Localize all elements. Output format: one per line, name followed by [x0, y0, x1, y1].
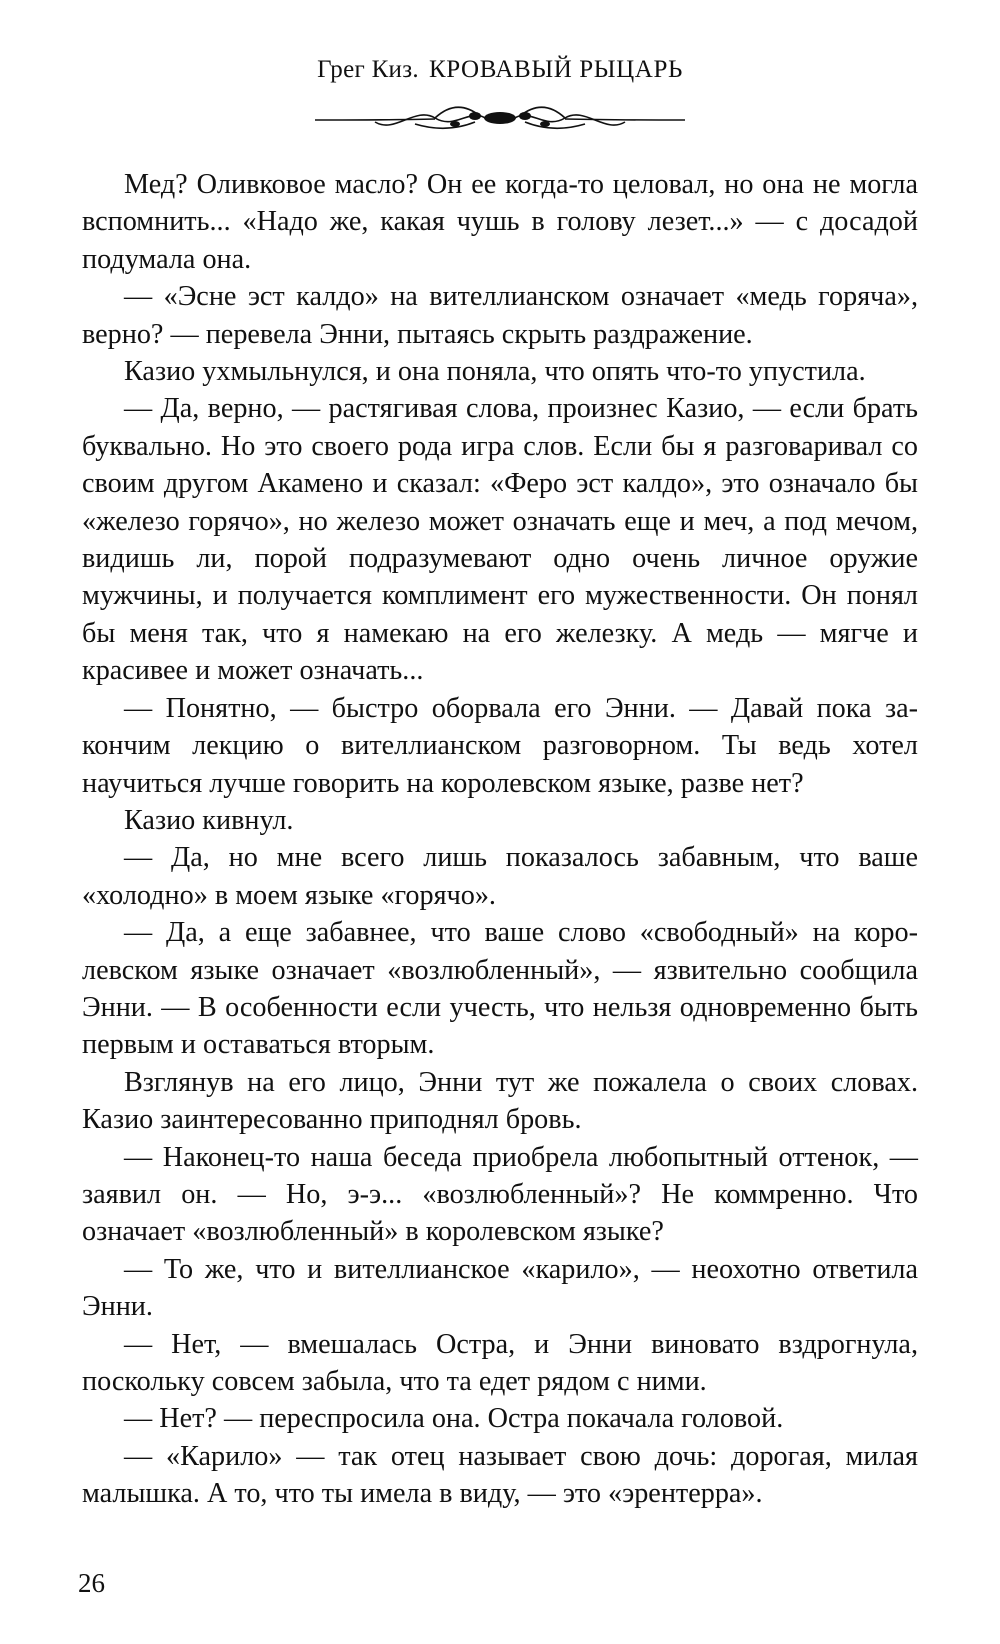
paragraph: — Да, но мне всего лишь показалось забавным, что ваше «холодно» в моем языке «горячо». [82, 842, 918, 911]
paragraph: Казио ухмыльнулся, и она поняла, что опять что-то упустила. [124, 356, 866, 388]
paragraph: — Понятно, — быстро оборвала его Энни. — Давай пока закончим лекцию о вителлианском разговорном. Ты ведь хотел научиться лучше говорить на королевском языке, разве нет? [82, 692, 918, 799]
page-number: 26 [78, 1568, 105, 1598]
paragraph: Казио кивнул. [124, 804, 294, 836]
paragraph: Мед? Оливковое масло? Он ее когда-то целовал, но она не могла вспомнить... «Надо же, какая чушь в голову лезет...» — с досадой подумала она. [82, 169, 918, 275]
paragraph: — «Карило» — так отец называет свою дочь: дорогая, милая малышка. А то, что ты имела в виду, — это «эрентерра». [82, 1440, 918, 1510]
paragraph: Взглянув на его лицо, Энни тут же пожалела о своих словах. Казио заинтересованно приподнял бровь. [82, 1066, 918, 1136]
header-book-title: КРОВАВЫЙ РЫЦАРЬ [428, 56, 683, 83]
paragraph: — То же, что и вителлианское «карило», — неохотно ответила Энни. [82, 1253, 918, 1323]
paragraph: — «Эсне эст калдо» на вителлианском означает «медь горяча», верно? — перевела Энни, пытаясь скрыть раздражение. [82, 281, 918, 350]
running-head [0, 56, 1000, 84]
body-text [82, 166, 918, 1513]
paragraph: — Нет, — вмешалась Остра, и Энни виновато вздрогнула, поскольку совсем забыла, что та едет рядом с ними. [82, 1328, 918, 1397]
paragraph: — Наконец-то наша беседа приобрела любопытный оттенок, — заявил он. — Но, э-э... «возлюбленный»? Не коммренно. Что означает «возлюбленный» в королевском языке? [82, 1141, 918, 1248]
paragraph: — Да, верно, — растягивая слова, произнес Казио, — если брать буквально. Но это своего рода игра слов. Если бы я разговаривал со своим другом Акамено и сказал: «Феро эст калдо», это означало бы «железо горячо», но железо может означать еще и меч, а под мечом, видишь ли, порой подразумевают одно очень личное оружие мужчины, и получается комплимент его мужественности. Он понял бы меня так, что я намекаю на его железку. А медь — мягче и красивее и может означать... [82, 393, 918, 687]
ornament-divider-icon [315, 100, 685, 138]
paragraph: — Да, а еще забавнее, что ваше слово «свободный» на королевском языке означает «возлюбленный», — язвительно сообщила Энни. — В особенности если учесть, что нельзя одновременно быть первым и оставаться вторым. [82, 917, 918, 1061]
header-author: Грег Киз. [317, 56, 419, 83]
paragraph: — Нет? — переспросила она. Остра покачала головой. [124, 1403, 784, 1435]
